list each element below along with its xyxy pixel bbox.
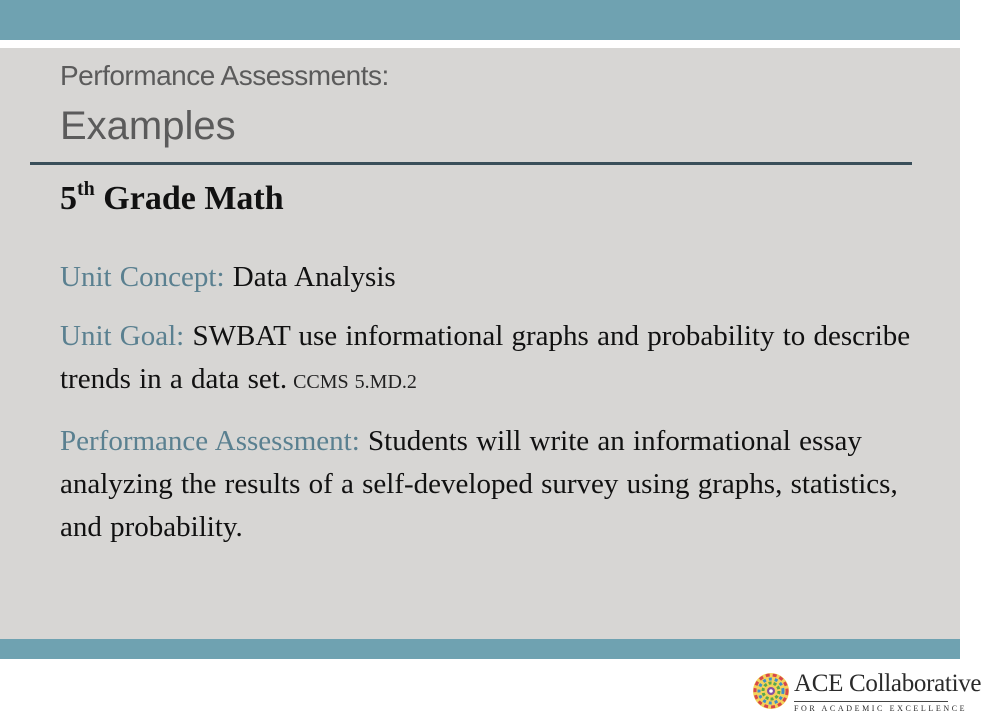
logo-name: ACE Collaborative — [794, 670, 981, 697]
unit-concept-text: Data Analysis — [224, 261, 396, 293]
logo-divider — [794, 701, 948, 702]
unit-goal-label: Unit Goal: — [60, 320, 185, 352]
performance-assessment-paragraph — [60, 420, 920, 549]
unit-goal-standard: CCMS 5.MD.2 — [287, 371, 417, 393]
unit-goal-text: SWBAT use informational graphs and probability to describe trends in a data set. — [60, 320, 911, 395]
section-heading — [60, 180, 284, 218]
slide-title-line-2: Examples — [60, 104, 236, 148]
performance-assessment-text: Students will write an informational essay analyzing the results of a self-developed survey using graphs, statistics, and probability. — [60, 425, 898, 543]
top-accent-bar — [0, 0, 960, 40]
heading-text: Grade Math — [94, 180, 284, 217]
bottom-accent-bar — [0, 639, 960, 659]
unit-goal-paragraph — [60, 315, 920, 404]
slide-content — [60, 256, 920, 565]
ace-collaborative-logo — [752, 668, 981, 716]
performance-assessment-label: Performance Assessment: — [60, 425, 360, 457]
ace-logo-emblem-icon — [752, 672, 790, 710]
unit-concept-label: Unit Concept: — [60, 261, 225, 293]
top-divider-strip — [0, 40, 960, 48]
heading-ordinal-suffix: th — [77, 178, 95, 200]
slide-title-line-1: Performance Assessments: — [60, 60, 389, 91]
logo-tagline: FOR ACADEMIC EXCELLENCE — [794, 704, 968, 713]
title-underline — [30, 162, 912, 165]
unit-concept-paragraph — [60, 256, 920, 299]
heading-number: 5 — [60, 180, 77, 217]
